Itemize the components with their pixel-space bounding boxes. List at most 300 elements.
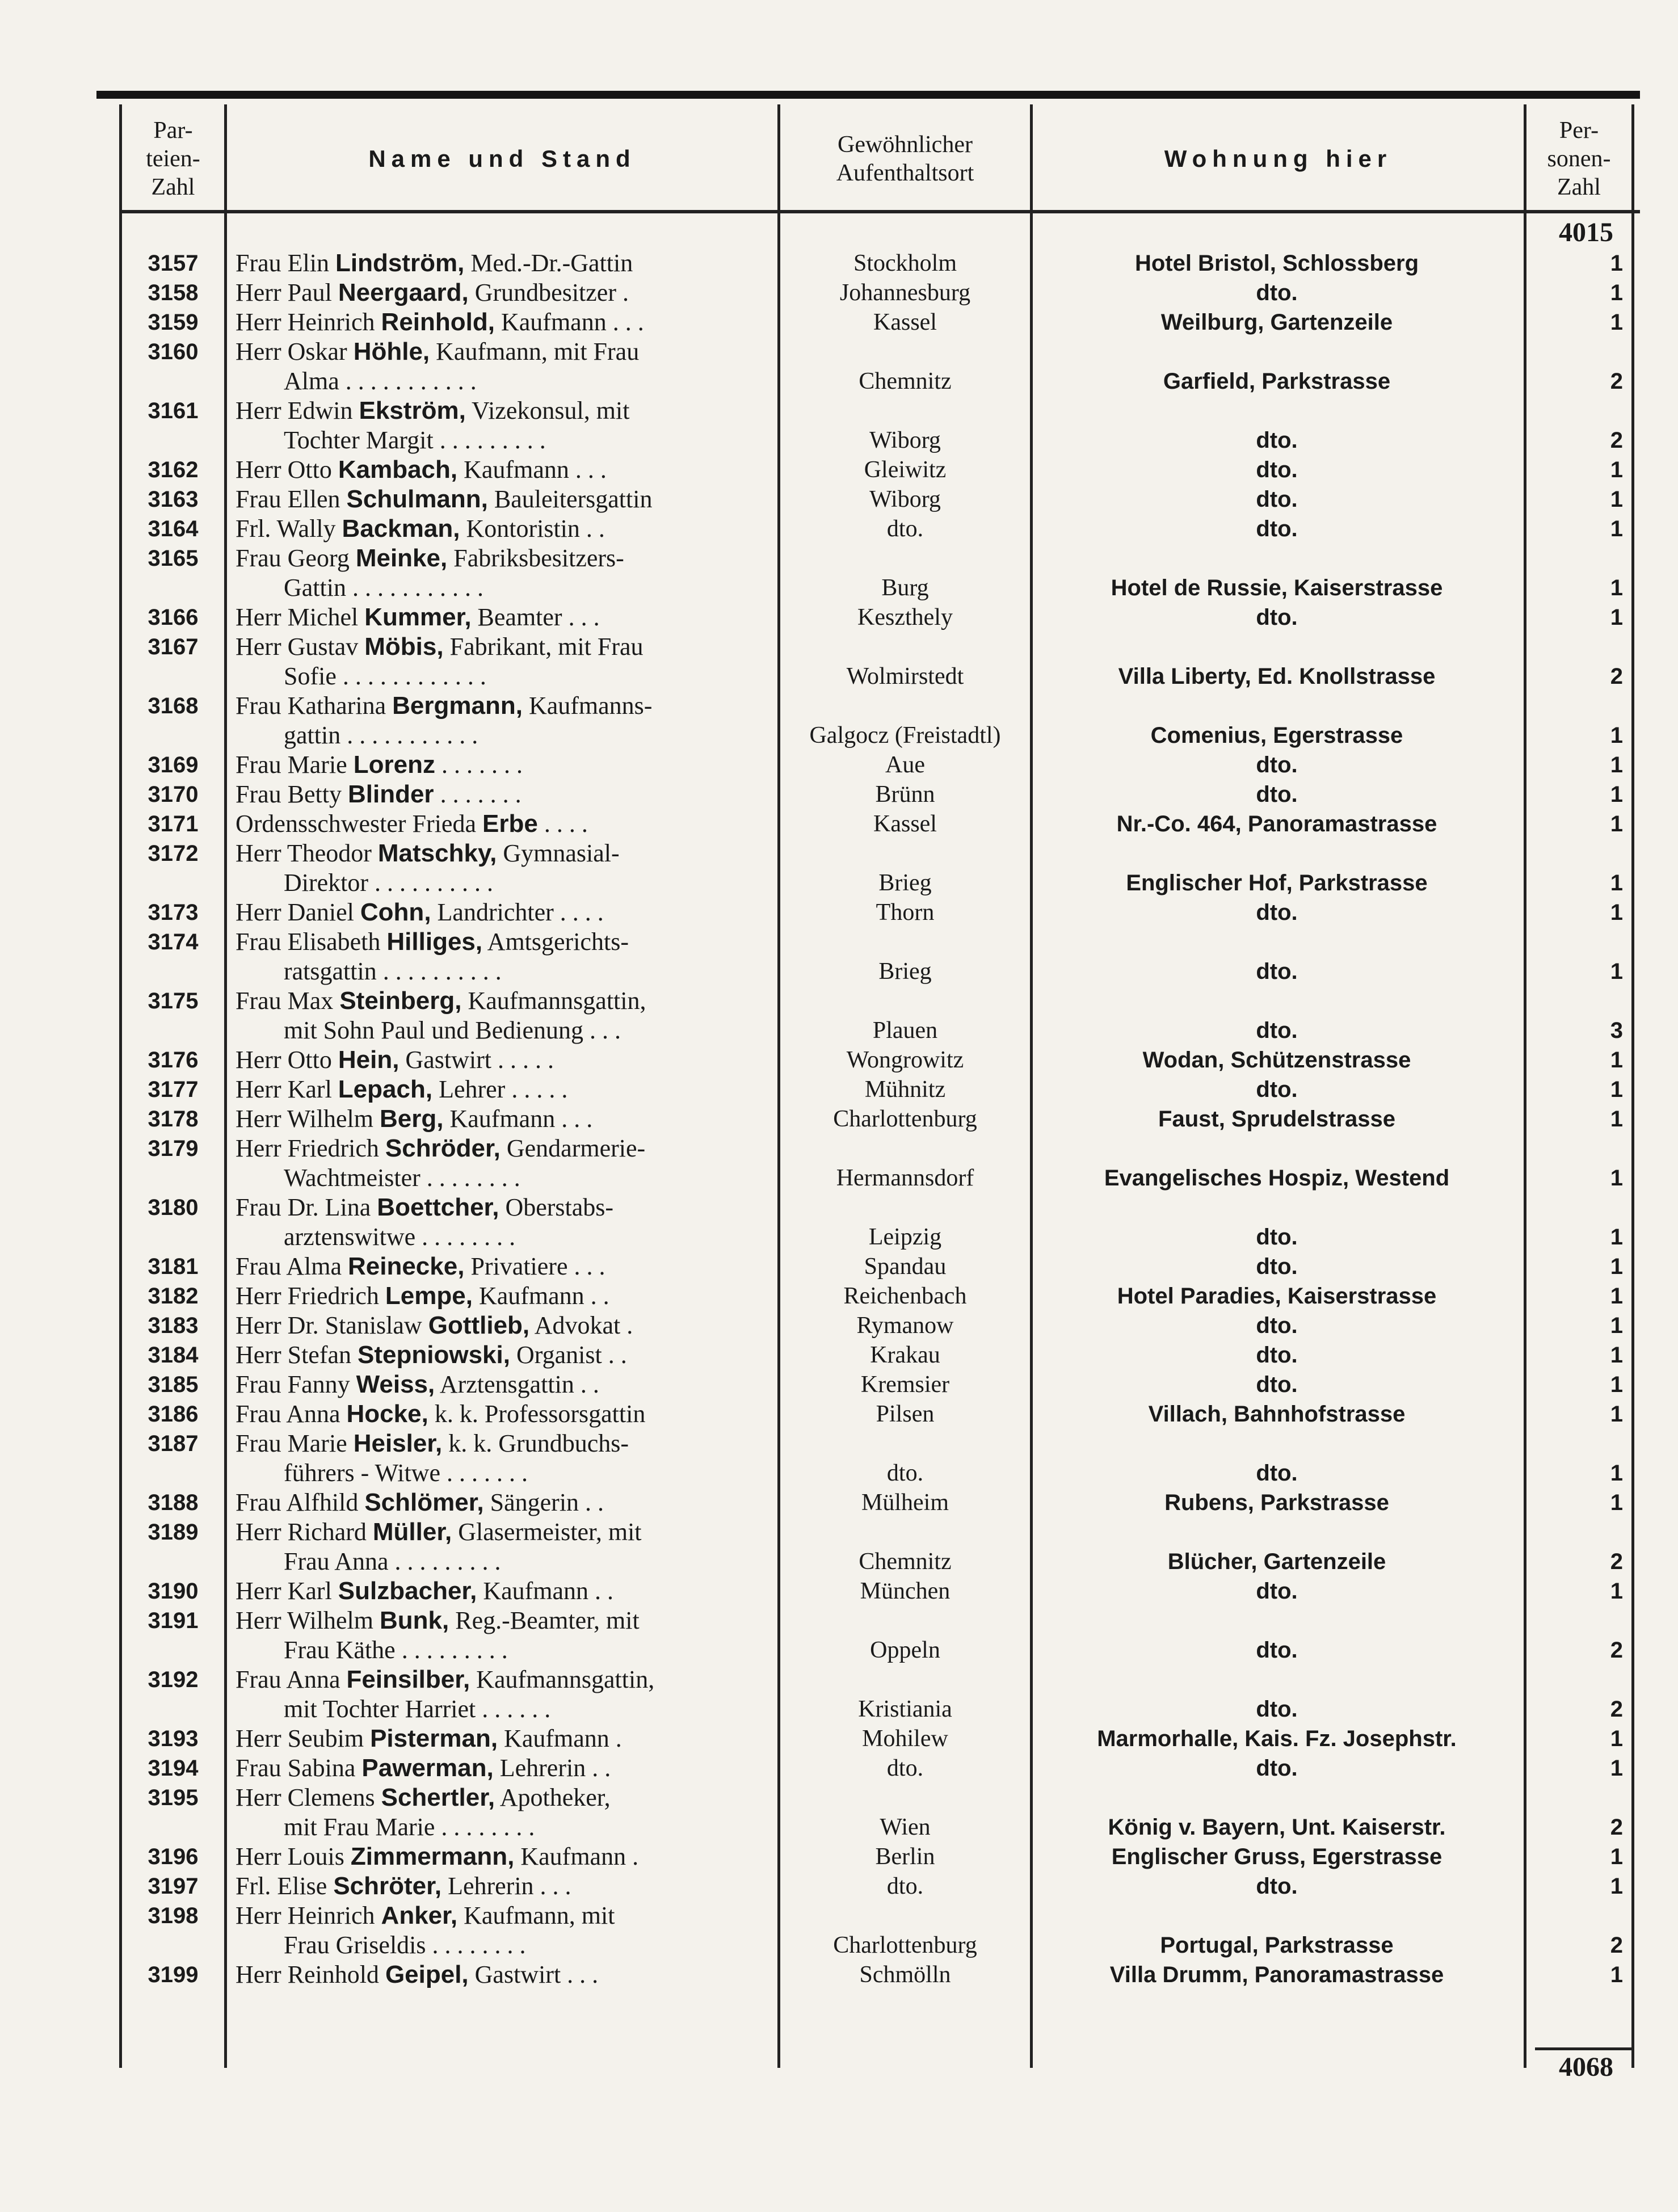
name-prefix: Herr Edwin [235,397,359,424]
person-count: 1 [1610,1402,1623,1427]
party-number: 3178 [148,1107,199,1132]
table-row [96,1075,1640,1104]
name-prefix: Herr Friedrich [235,1282,385,1310]
surname: Möbis, [364,633,444,661]
person-count: 1 [1610,811,1623,836]
occupation: Sängerin . . [483,1488,604,1516]
person-count: 1 [1610,605,1623,630]
surname: Höhle, [353,338,430,365]
name-continuation: führers - Witwe . . . . . . . [284,1459,528,1487]
person-count: 1 [1610,575,1623,600]
name-line [235,809,871,839]
name-and-status [235,750,871,780]
occupation: Privatiere . . . [464,1252,605,1280]
table-row [96,308,1640,337]
name-prefix: Ordensschwester Frieda [235,810,482,838]
name-line [235,603,871,632]
name-prefix: Frau Alfhild [235,1488,365,1516]
party-number: 3181 [148,1254,199,1279]
local-address: dto. [1256,1018,1298,1043]
name-line [235,1606,871,1635]
occupation: Gymnasial- [497,839,620,867]
person-count: 1 [1610,1461,1623,1486]
local-address: Villa Liberty, Ed. Knollstrasse [1118,664,1436,689]
party-number: 3195 [148,1785,199,1810]
table-row [96,485,1640,514]
name-line [235,1488,871,1517]
name-and-status [235,1753,871,1783]
person-count: 3 [1610,1018,1623,1043]
usual-residence: Chemnitz [859,368,952,394]
local-address: dto. [1256,516,1298,541]
page-total: 4068 [1559,2052,1613,2082]
person-count: 1 [1610,723,1623,748]
party-number: 3163 [148,487,199,512]
local-address: dto. [1256,1638,1298,1663]
surname: Matschky, [377,839,497,867]
usual-residence: Plauen [872,1017,938,1044]
person-count: 1 [1610,1343,1623,1368]
person-count: 1 [1610,1372,1623,1397]
local-address: dto. [1256,752,1298,777]
local-address: dto. [1256,428,1298,453]
name-prefix: Frau Max [235,987,340,1015]
header-rule [119,210,1640,213]
name-and-status [235,1399,871,1429]
name-and-status [235,927,871,986]
header-local-address: Wohnung hier [1164,145,1393,172]
occupation: Kaufmann . [514,1843,639,1870]
name-line [235,1370,871,1399]
name-line [235,1193,871,1222]
name-prefix: Frau Fanny [235,1370,356,1398]
usual-residence: Charlottenburg [833,1106,977,1132]
local-address: dto. [1256,1372,1298,1397]
local-address: dto. [1256,1225,1298,1250]
surname: Hocke, [346,1400,428,1428]
surname: Bunk, [380,1607,449,1634]
table-row [96,691,1640,750]
table-row [96,1753,1640,1783]
table-row [96,1104,1640,1134]
person-count: 2 [1610,1815,1623,1840]
name-line [235,632,871,662]
person-count: 1 [1610,487,1623,512]
local-address: Villach, Bahnhofstrasse [1148,1402,1406,1427]
usual-residence: Reichenbach [843,1283,967,1309]
name-and-status [235,839,871,898]
usual-residence: Thorn [876,899,935,926]
occupation: . . . . [537,810,588,838]
name-and-status [235,1370,871,1399]
person-count: 2 [1610,1933,1623,1958]
name-and-status [235,1960,871,1990]
usual-residence: Kassel [873,811,937,837]
name-continuation: Direktor . . . . . . . . . . [284,869,494,897]
surname: Bergmann, [392,692,523,720]
name-and-status [235,1045,871,1075]
local-address: Englischer Gruss, Egerstrasse [1111,1844,1443,1869]
name-and-status [235,514,871,544]
local-address: dto. [1256,1579,1298,1604]
name-prefix: Frau Elisabeth [235,928,387,956]
occupation: k. k. Professorsgattin [428,1400,646,1428]
local-address: dto. [1256,1343,1298,1368]
name-continuation: Frau Käthe . . . . . . . . . [284,1636,508,1664]
occupation: Fabrikant, mit Frau [443,633,644,661]
name-prefix: Frau Anna [235,1400,347,1428]
person-count: 1 [1610,782,1623,807]
surname: Kambach, [338,456,458,483]
party-number: 3170 [148,782,199,807]
occupation: Kaufmann . . . [457,456,607,483]
name-line [235,839,871,868]
table-row [96,514,1640,544]
table-row [96,1576,1640,1606]
occupation: Lehrer . . . . . [432,1075,568,1103]
name-and-status [235,1429,871,1488]
name-line [235,1753,871,1783]
party-number: 3180 [148,1195,199,1220]
name-prefix: Herr Theodor [235,839,378,867]
person-count: 1 [1610,310,1623,335]
person-count: 1 [1610,900,1623,925]
usual-residence: Leipzig [868,1224,942,1250]
name-and-status [235,1517,871,1576]
name-continuation: gattin . . . . . . . . . . . [284,721,478,749]
occupation: Oberstabs- [499,1193,614,1221]
occupation: Lehrerin . . [493,1754,611,1782]
name-prefix: Herr Otto [235,1046,338,1074]
occupation: Kaufmann . . . [443,1105,593,1133]
table-row [96,927,1640,986]
usual-residence: Kremsier [860,1372,950,1398]
name-line [235,1783,871,1813]
name-line [235,691,871,721]
name-prefix: Herr Paul [235,279,338,306]
occupation: . . . . . . . [435,751,523,779]
name-line [235,1252,871,1281]
name-continuation: Wachtmeister . . . . . . . . [284,1164,520,1192]
usual-residence: Burg [881,575,929,601]
party-number: 3159 [148,310,199,335]
table-row [96,1488,1640,1517]
local-address: dto. [1256,1756,1298,1781]
occupation: Kaufmannsgattin, [470,1666,655,1693]
table-row [96,809,1640,839]
occupation: Advokat . [529,1311,633,1339]
local-address: dto. [1256,1077,1298,1102]
party-number: 3176 [148,1048,199,1073]
top-rule [96,91,1640,99]
party-number: 3175 [148,989,199,1014]
party-number: 3166 [148,605,199,630]
table-row [96,898,1640,927]
name-line [235,1960,871,1990]
name-and-status [235,337,871,396]
name-line [235,780,871,809]
name-prefix: Frau Marie [235,751,354,779]
party-number: 3165 [148,546,199,571]
name-and-status [235,249,871,278]
person-count: 2 [1610,1549,1623,1574]
local-address: Blücher, Gartenzeile [1167,1549,1386,1574]
table-row [96,750,1640,780]
header-usual-residence: Gewöhnlicher Aufenthaltsort [836,132,974,186]
occupation: k. k. Grundbuchs- [442,1429,629,1457]
surname: Schröder, [385,1134,501,1162]
party-number: 3168 [148,693,199,718]
usual-residence: Spandau [864,1254,947,1280]
occupation: Bauleitersgattin [487,485,653,513]
usual-residence: Gleiwitz [864,457,947,483]
table-row [96,1842,1640,1872]
name-prefix: Herr Daniel [235,898,360,926]
person-count: 1 [1610,1107,1623,1132]
local-address: Rubens, Parkstrasse [1164,1490,1389,1515]
header-party-number: Par- teien- Zahl [146,117,200,200]
local-address: dto. [1256,959,1298,984]
party-number: 3196 [148,1844,199,1869]
usual-residence: dto. [886,1873,924,1899]
name-prefix: Frau Anna [235,1666,347,1693]
name-prefix: Herr Stefan [235,1341,358,1369]
party-number: 3197 [148,1874,199,1899]
surname: Pawerman, [361,1754,494,1782]
local-address: dto. [1256,280,1298,305]
surname: Ekström, [359,397,466,424]
surname: Müller, [372,1518,452,1546]
occupation: Amtsgerichts- [482,928,629,956]
name-and-status [235,691,871,750]
occupation: Grundbesitzer . [468,279,629,306]
usual-residence: Berlin [875,1844,935,1870]
table-row [96,780,1640,809]
party-number: 3191 [148,1608,199,1633]
local-address: dto. [1256,900,1298,925]
surname: Steinberg, [339,987,462,1015]
party-number: 3183 [148,1313,199,1338]
surname: Anker, [381,1902,458,1929]
party-number: 3162 [148,457,199,482]
surname: Geipel, [385,1961,469,1988]
name-and-status [235,780,871,809]
name-and-status [235,1724,871,1753]
name-prefix: Herr Oskar [235,338,354,365]
name-and-status [235,544,871,603]
name-and-status [235,1901,871,1960]
name-prefix: Frau Elin [235,249,335,277]
name-prefix: Frau Betty [235,780,348,808]
name-and-status [235,809,871,839]
occupation: Kontoristin . . [460,515,605,543]
table-row [96,1901,1640,1960]
person-count: 1 [1610,1048,1623,1073]
occupation: Med.-Dr.-Gattin [464,249,633,277]
table-row [96,278,1640,308]
name-and-status [235,278,871,308]
local-address: Englischer Hof, Parkstrasse [1126,870,1428,895]
name-prefix: Frau Katharina [235,692,393,720]
usual-residence: München [860,1578,951,1604]
local-address: Comenius, Egerstrasse [1150,723,1403,748]
usual-residence: Kassel [873,309,937,335]
table-row [96,1665,1640,1724]
name-continuation: Frau Griseldis . . . . . . . . [284,1931,526,1959]
occupation: Kaufmann . . [477,1577,614,1605]
party-number: 3164 [148,516,199,541]
name-prefix: Herr Wilhelm [235,1607,380,1634]
party-number: 3158 [148,280,199,305]
table-row [96,1960,1640,1990]
person-count: 1 [1610,870,1623,895]
name-continuation: mit Sohn Paul und Bedienung . . . [284,1016,621,1044]
person-count: 1 [1610,1726,1623,1751]
name-line [235,1340,871,1370]
party-number: 3179 [148,1136,199,1161]
party-number: 3185 [148,1372,199,1397]
table-row [96,1370,1640,1399]
usual-residence: dto. [886,1460,924,1486]
occupation: Glasermeister, mit [452,1518,642,1546]
surname: Neergaard, [338,279,469,306]
name-and-status [235,603,871,632]
local-address: dto. [1256,605,1298,630]
person-count: 1 [1610,1166,1623,1191]
usual-residence: Wien [880,1814,931,1840]
table-row [96,839,1640,898]
occupation: Lehrerin . . . [441,1872,571,1900]
usual-residence: Brieg [878,958,932,985]
name-prefix: Herr Reinhold [235,1961,385,1988]
occupation: Kaufmann, mit Frau [430,338,640,365]
name-and-status [235,1842,871,1872]
name-line [235,1842,871,1872]
name-line [235,1665,871,1694]
surname: Reinecke, [347,1252,465,1280]
name-and-status [235,986,871,1045]
party-number: 3174 [148,930,199,954]
surname: Reinhold, [381,308,495,336]
person-count: 1 [1610,1874,1623,1899]
name-line [235,485,871,514]
surname: Schertler, [381,1784,495,1811]
name-prefix: Herr Karl [235,1075,338,1103]
surname: Pisterman, [370,1725,498,1752]
local-address: dto. [1256,1697,1298,1722]
name-and-status [235,485,871,514]
table-row [96,1281,1640,1311]
person-count: 1 [1610,1579,1623,1604]
table-row [96,1724,1640,1753]
person-count: 2 [1610,1638,1623,1663]
table-row [96,249,1640,278]
local-address: dto. [1256,1461,1298,1486]
usual-residence: Wongrowitz [846,1047,964,1073]
local-address: dto. [1256,457,1298,482]
occupation: Kaufmann . [498,1725,622,1752]
local-address: Faust, Sprudelstrasse [1158,1107,1395,1132]
surname: Hilliges, [386,928,483,956]
surname: Weiss, [356,1370,435,1398]
table-row [96,1134,1640,1193]
occupation: Kaufmanns- [522,692,653,720]
usual-residence: Chemnitz [859,1549,952,1575]
surname: Lepach, [338,1075,433,1103]
local-address: Portugal, Parkstrasse [1160,1933,1394,1958]
party-number: 3190 [148,1579,199,1604]
usual-residence: Krakau [870,1342,940,1368]
usual-residence: Hermannsdorf [836,1165,974,1191]
party-number: 3198 [148,1903,199,1928]
name-line [235,1134,871,1163]
name-prefix: Frau Dr. Lina [235,1193,377,1221]
name-and-status [235,1134,871,1193]
name-line [235,1576,871,1606]
name-continuation: Frau Anna . . . . . . . . . [284,1547,501,1575]
name-and-status [235,1576,871,1606]
register-table [96,91,1640,2082]
table-row [96,1252,1640,1281]
usual-residence: Galgocz (Freistadtl) [809,722,1001,748]
local-address: König v. Bayern, Unt. Kaiserstr. [1108,1815,1446,1840]
name-line [235,986,871,1016]
surname: Meinke, [355,544,448,572]
name-continuation: ratsgattin . . . . . . . . . . [284,957,502,985]
person-count: 1 [1610,1313,1623,1338]
person-count: 1 [1610,1254,1623,1279]
local-address: Wodan, Schützenstrasse [1142,1048,1411,1073]
name-line [235,927,871,957]
name-prefix: Herr Michel [235,603,365,631]
surname: Schlömer, [364,1488,484,1516]
usual-residence: Rymanow [856,1313,954,1339]
usual-residence: Aue [885,752,925,778]
party-number: 3199 [148,1962,199,1987]
usual-residence: Mohilew [862,1726,948,1752]
party-number: 3177 [148,1077,199,1102]
usual-residence: Pilsen [876,1401,935,1427]
person-count: 1 [1610,280,1623,305]
party-number: 3167 [148,634,199,659]
name-line [235,337,871,367]
table-row [96,396,1640,455]
person-count: 1 [1610,1490,1623,1515]
person-count: 1 [1610,1844,1623,1869]
usual-residence: Mülheim [861,1490,949,1516]
party-number: 3188 [148,1490,199,1515]
table-row [96,1399,1640,1429]
name-and-status [235,632,871,691]
table-row [96,1311,1640,1340]
party-number: 3193 [148,1726,199,1751]
surname: Cohn, [360,898,431,926]
occupation: Organist . . [510,1341,627,1369]
name-and-status [235,1872,871,1901]
occupation: Gastwirt . . . [468,1961,599,1988]
name-prefix: Herr Louis [235,1843,351,1870]
surname: Sulzbacher, [338,1577,477,1605]
name-prefix: Frau Georg [235,544,356,572]
name-prefix: Frl. Wally [235,515,342,543]
usual-residence: Schmölln [859,1962,951,1988]
person-count: 1 [1610,457,1623,482]
usual-residence: Wolmirstedt [846,663,964,689]
surname: Feinsilber, [346,1666,470,1693]
surname: Berg, [380,1105,444,1133]
surname: Schulmann, [346,485,488,513]
carry-over-total: 4015 [1559,217,1613,247]
